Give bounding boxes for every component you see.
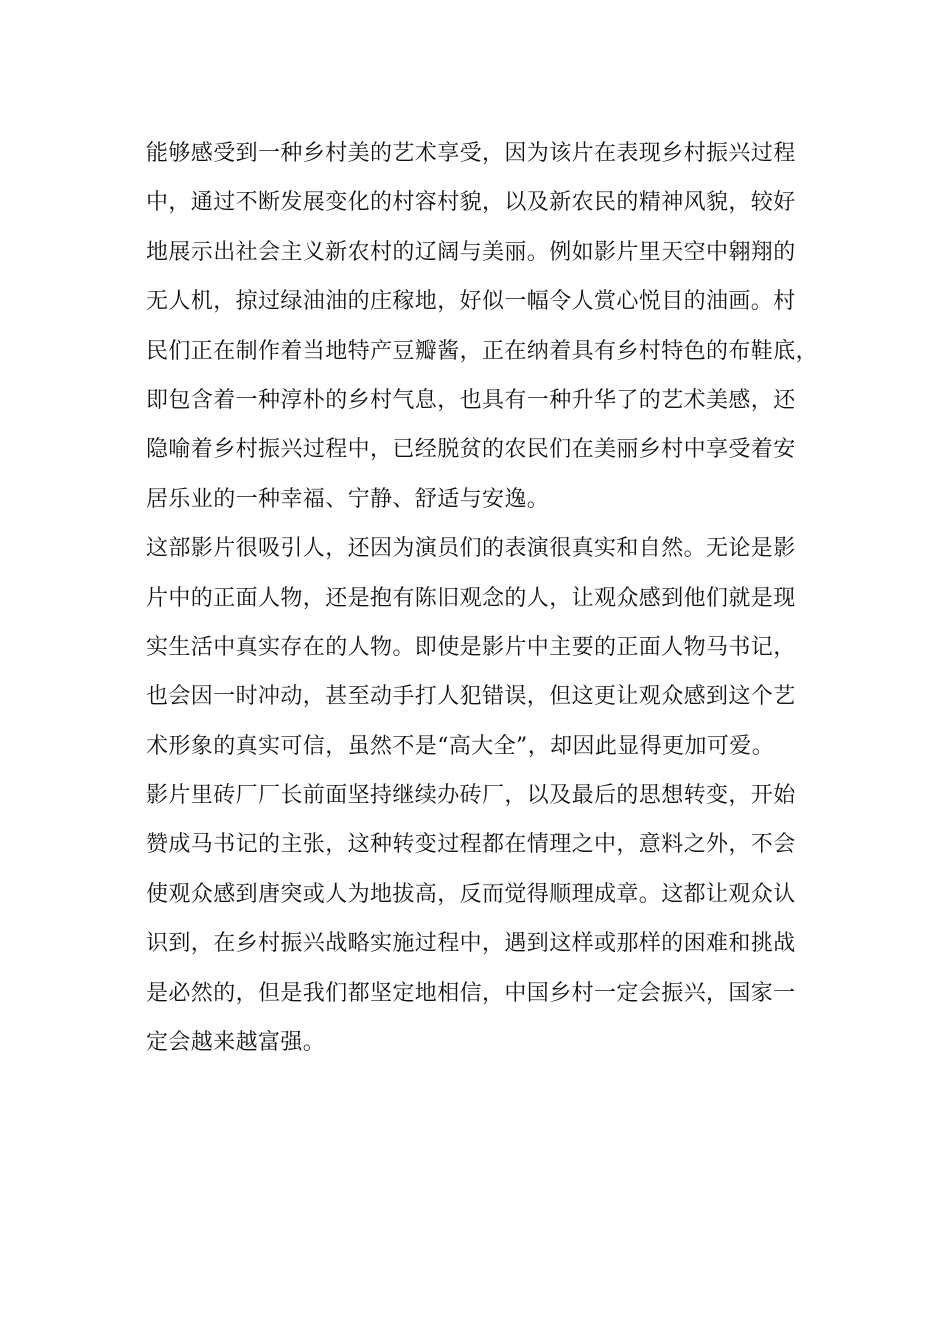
text-line: 是必然的，但是我们都坚定地相信，中国乡村一定会振兴，国家一 [146, 980, 796, 1006]
text-line: 能够感受到一种乡村美的艺术享受，因为该片在表现乡村振兴过程 [146, 141, 796, 166]
text-line: 中，通过不断发展变化的村容村貌，以及新农民的精神风貌，较好 [146, 190, 796, 216]
text-line: 民们正在制作着当地特产豆瓣酱，正在纳着具有乡村特色的布鞋底， [146, 338, 819, 364]
text-line: 术形象的真实可信，虽然不是“高大全”，却因此显得更加可爱。 [146, 733, 775, 759]
text-line: 地展示出社会主义新农村的辽阔与美丽。例如影片里天空中翱翔的 [146, 239, 796, 265]
text-line: 实生活中真实存在的人物。即使是影片中主要的正面人物马书记， [146, 634, 796, 660]
text-line: 居乐业的一种幸福、宁静、舒适与安逸。 [146, 486, 550, 512]
text-line: 影片里砖厂厂长前面坚持继续办砖厂，以及最后的思想转变，开始 [146, 783, 796, 809]
text-line: 也会因一时冲动，甚至动手打人犯错误，但这更让观众感到这个艺 [146, 684, 796, 710]
text-line: 定会越来越富强。 [146, 1030, 326, 1056]
text-line: 隐喻着乡村振兴过程中，已经脱贫的农民们在美丽乡村中享受着安 [146, 437, 796, 463]
text-line: 这部影片很吸引人，还因为演员们的表演很真实和自然。无论是影 [146, 536, 796, 562]
text-line: 赞成马书记的主张，这种转变过程都在情理之中，意料之外，不会 [146, 832, 796, 858]
text-line: 使观众感到唐突或人为地拔高，反而觉得顺理成章。这都让观众认 [146, 881, 796, 907]
text-line: 无人机，掠过绿油油的庄稼地，好似一幅令人赏心悦目的油画。村 [146, 289, 796, 315]
text-line: 片中的正面人物，还是抱有陈旧观念的人，让观众感到他们就是现 [146, 585, 796, 611]
text-line: 识到，在乡村振兴战略实施过程中，遇到这样或那样的困难和挑战 [146, 931, 796, 957]
text-line: 即包含着一种淳朴的乡村气息，也具有一种升华了的艺术美感，还 [146, 387, 796, 413]
body-text [146, 129, 846, 1067]
